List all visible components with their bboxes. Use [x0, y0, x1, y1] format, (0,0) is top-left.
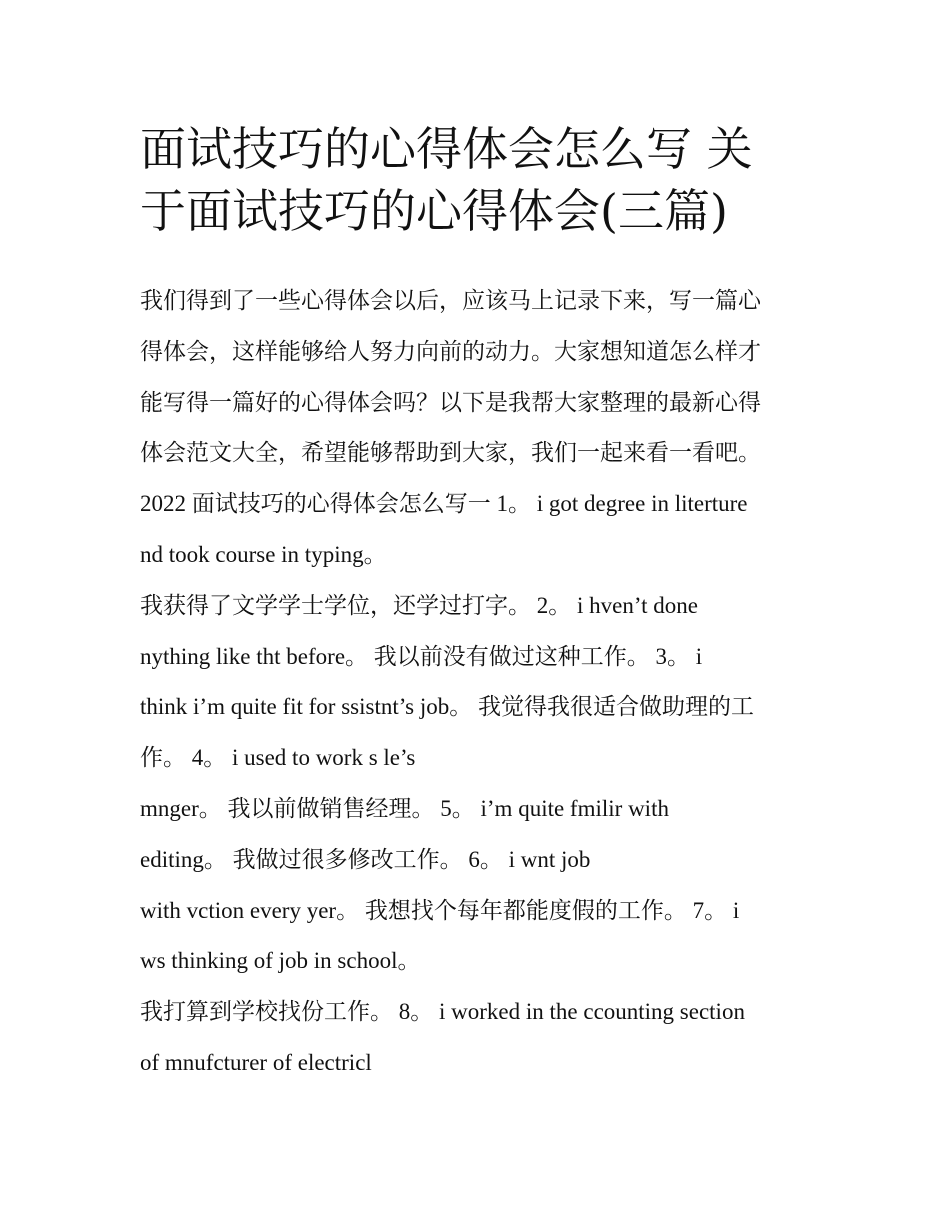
text-line: 我打算到学校找份工作。 8。 i worked in the ccounting section	[140, 999, 745, 1025]
text-line: editing。 我做过很多修改工作。 6。 i wnt job	[140, 846, 591, 872]
intro-paragraph	[140, 276, 820, 581]
text-line: think i’m quite fit for ssistnt’s job。 我觉得我很适合做助理的工	[140, 694, 754, 720]
text-line: with vction every yer。 我想找个每年都能度假的工作。 7。 i	[140, 897, 740, 923]
text-line: nd took course in typing。	[140, 541, 387, 567]
text-line: 2022 面试技巧的心得体会怎么写一 1。 i got degree in literture	[140, 491, 748, 517]
text-line: 能写得一篇好的心得体会吗？以下是我帮大家整理的最新心得	[140, 389, 761, 415]
text-line: 我们得到了一些心得体会以后，应该马上记录下来，写一篇心	[140, 288, 761, 313]
text-line: 体会范文大全，希望能够帮助到大家，我们一起来看一看吧。	[140, 440, 761, 466]
text-line: mnger。 我以前做销售经理。 5。 i’m quite fmilir with	[140, 795, 669, 821]
text-line: nything like tht before。 我以前没有做过这种工作。 3。 i	[140, 643, 703, 669]
document-title	[140, 118, 820, 242]
document-page	[140, 0, 820, 1229]
text-line: of mnufcturer of electricl	[140, 1049, 372, 1075]
title-line: 面试技巧的心得体会怎么写 关	[140, 122, 753, 176]
text-line: 得体会，这样能够给人努力向前的动力。大家想知道怎么样才	[140, 338, 761, 364]
school-paragraph	[140, 987, 820, 1089]
text-line: ws thinking of job in school。	[140, 948, 421, 974]
phrases-paragraph	[140, 581, 820, 987]
title-line: 于面试技巧的心得体会(三篇)	[140, 184, 728, 238]
document-body	[140, 276, 820, 1089]
text-line: 我获得了文学学士学位，还学过打字。 2。 i hven’t done	[140, 592, 698, 618]
text-line: 作。 4。 i used to work s le’s	[140, 745, 416, 771]
